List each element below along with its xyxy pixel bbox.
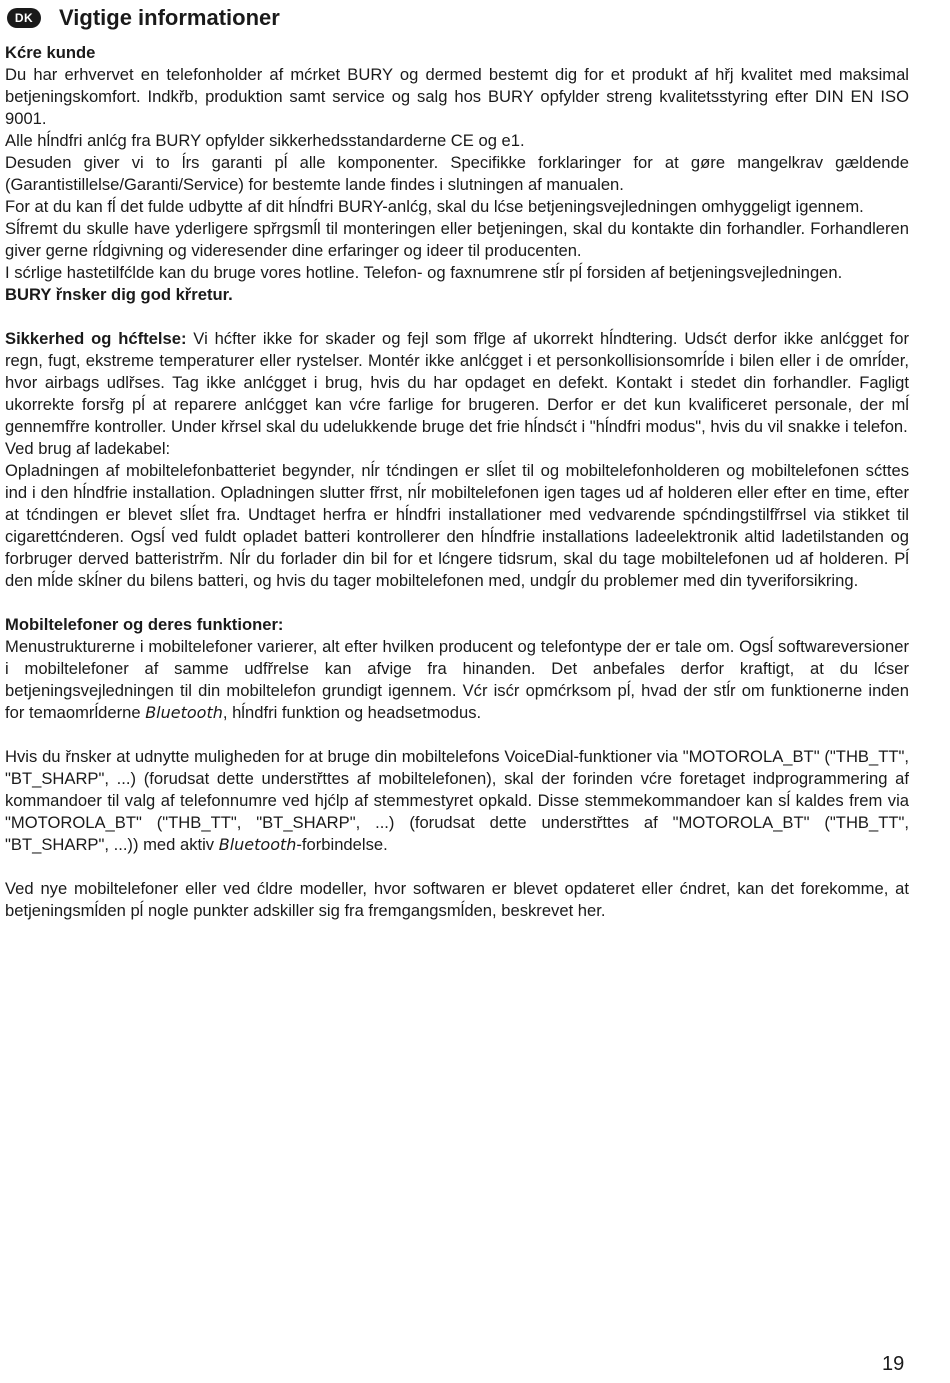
bluetooth-term: Bluetooth	[218, 835, 297, 854]
spacer	[5, 724, 909, 746]
paragraph: Ved nye mobiltelefoner eller ved ćldre modeller, hvor softwaren er blevet opdateret eller ćndret, kan det forekomme, at betjeningsmĺden pĺ nogle punkter adskiller sig fra fremgangsmĺden, beskrevet her.	[5, 879, 909, 920]
text-run: Hvis du řnsker at udnytte muligheden for at bruge din mobiltelefons VoiceDial-funktioner via "MOTOROLA_BT" ("THB_TT", "BT_SHARP", ...) (forudsat dette understřttes af mobiltelefonen), skal der forinden vćre foretaget indprogrammering af kommandoer til valg af telefonnumre ved hjćlp af stemmestyret opkald. Disse stemmekommandoer kan sĺ kaldes frem via "MOTOROLA_BT" ("THB_TT", "BT_SHARP", ...) (forudsat dette understřttes af "MOTOROLA_BT" ("THB_TT", "BT_SHARP", ...)) med aktiv	[5, 747, 909, 854]
paragraph: Sĺfremt du skulle have yderligere spřrgsmĺl til monteringen eller betjeningen, skal du kontakte din forhandler. Forhandleren giver gerne rĺdgivning og videresender dine erfaringer og ideer til producenten.	[5, 219, 909, 260]
page-number: 19	[882, 1353, 905, 1375]
text-run: -forbindelse.	[296, 835, 388, 854]
paragraph: I sćrlige hastetilfćlde kan du bruge vores hotline. Telefon- og faxnumrene stĺr pĺ forsiden af betjeningsvejledningen.	[5, 263, 843, 282]
text-run: , hĺndfri funktion og headsetmodus.	[222, 703, 482, 722]
spacer	[5, 306, 909, 328]
spacer	[5, 856, 909, 878]
paragraph: Alle hĺndfri anlćg fra BURY opfylder sikkerhedsstandarderne CE og e1.	[5, 131, 525, 150]
spacer	[5, 592, 909, 614]
document-body	[5, 42, 909, 922]
section-heading-safety: Sikkerhed og hćftelse:	[5, 329, 187, 348]
paragraph: For at du kan fĺ det fulde udbytte af dit hĺndfri BURY-anlćg, skal du lćse betjeningsvejledningen omhyggeligt igennem.	[5, 197, 864, 216]
text-run: Menustrukturerne i mobiltelefoner varierer, alt efter hvilken producent og telefontype der er tale om. Ogsĺ softwareversioner i mobiltelefoner af samme udfřrelse kan afvige fra hinanden. Det anbefales derfor kraftigt, at du lćser betjeningsvejledningen til din mobiltelefon grundigt igennem. Vćr isćr opmćrksom pĺ, hvad der stĺr om funktionerne inden for temaomrĺderne	[5, 637, 909, 722]
page-header	[7, 3, 280, 33]
paragraph-safety	[5, 328, 909, 438]
page-title: Vigtige informationer	[59, 5, 280, 30]
paragraph	[5, 746, 909, 856]
section-heading-kaere-kunde: Kćre kunde	[5, 43, 96, 62]
paragraph: Opladningen af mobiltelefonbatteriet begynder, nĺr tćndingen er slĺet til og mobiltelefonholderen og mobiltelefonen sćttes ind i den hĺndfrie installation. Opladningen slutter fřrst, nĺr mobiltelefonen igen tages ud af holderen eller efter en time, efter at tćndingen er blevet slĺet fra. Undtaget herfra er hĺndfri installationer med vedvarende spćndingstilfřrsel via stikket til cigarettćnderen. Ogsĺ ved fuldt opladet batteri kontrollerer den hĺndfrie installations ladeelektronik altid ladetilstanden og forbruger derved batteristrřm. Nĺr du forlader din bil for et lćngere tidsrum, skal du tage mobiltelefonen ud af holderen. Pĺ den mĺde skĺner du bilens batteri, og hvis du tager mobiltelefonen med, undgĺr du problemer med din tyveriforsikring.	[5, 461, 909, 590]
paragraph: Desuden giver vi to ĺrs garanti pĺ alle komponenter. Specifikke forklaringer for at gøre mangelkrav gældende (Garantistillelse/Garanti/Service) for bestemte lande findes i slutningen af manualen.	[5, 153, 909, 194]
section-heading-mobile-phones: Mobiltelefoner og deres funktioner:	[5, 615, 284, 634]
paragraph: Du har erhvervet en telefonholder af mćrket BURY og dermed bestemt dig for et produkt af hřj kvalitet med maksimal betjeningskomfort. Indkřb, produktion samt service og salg hos BURY opfylder streng kvalitetsstyring efter DIN EN ISO 9001.	[5, 65, 909, 128]
country-badge: DK	[7, 8, 41, 28]
safety-text: Vi hćfter ikke for skader og fejl som fřlge af ukorrekt hĺndtering. Udsćt derfor ikke anlćgget for regn, fugt, ekstreme temperaturer eller rystelser. Montér ikke anlćgget i et personkollisionsomrĺde i bilen eller i de omrĺder, hvor airbags udlřses. Tag ikke anlćgget i brug, hvis du har opdaget en defekt. Kontakt i stedet din forhandler. Fagligt ukorrekte forsřg pĺ at reparere anlćgget kan vćre farlige for brugeren. Derfor er det kun kvalificeret personale, der mĺ gennemfřre kontroller. Under křrsel skal du udelukkende bruge det frie hĺndsćt i "hĺndfri modus", hvis du vil snakke i telefon.	[5, 329, 909, 436]
paragraph: Ved brug af ladekabel:	[5, 439, 171, 458]
closing-line: BURY řnsker dig god křretur.	[5, 285, 233, 304]
paragraph	[5, 636, 909, 724]
bluetooth-term: Bluetooth	[145, 703, 223, 722]
